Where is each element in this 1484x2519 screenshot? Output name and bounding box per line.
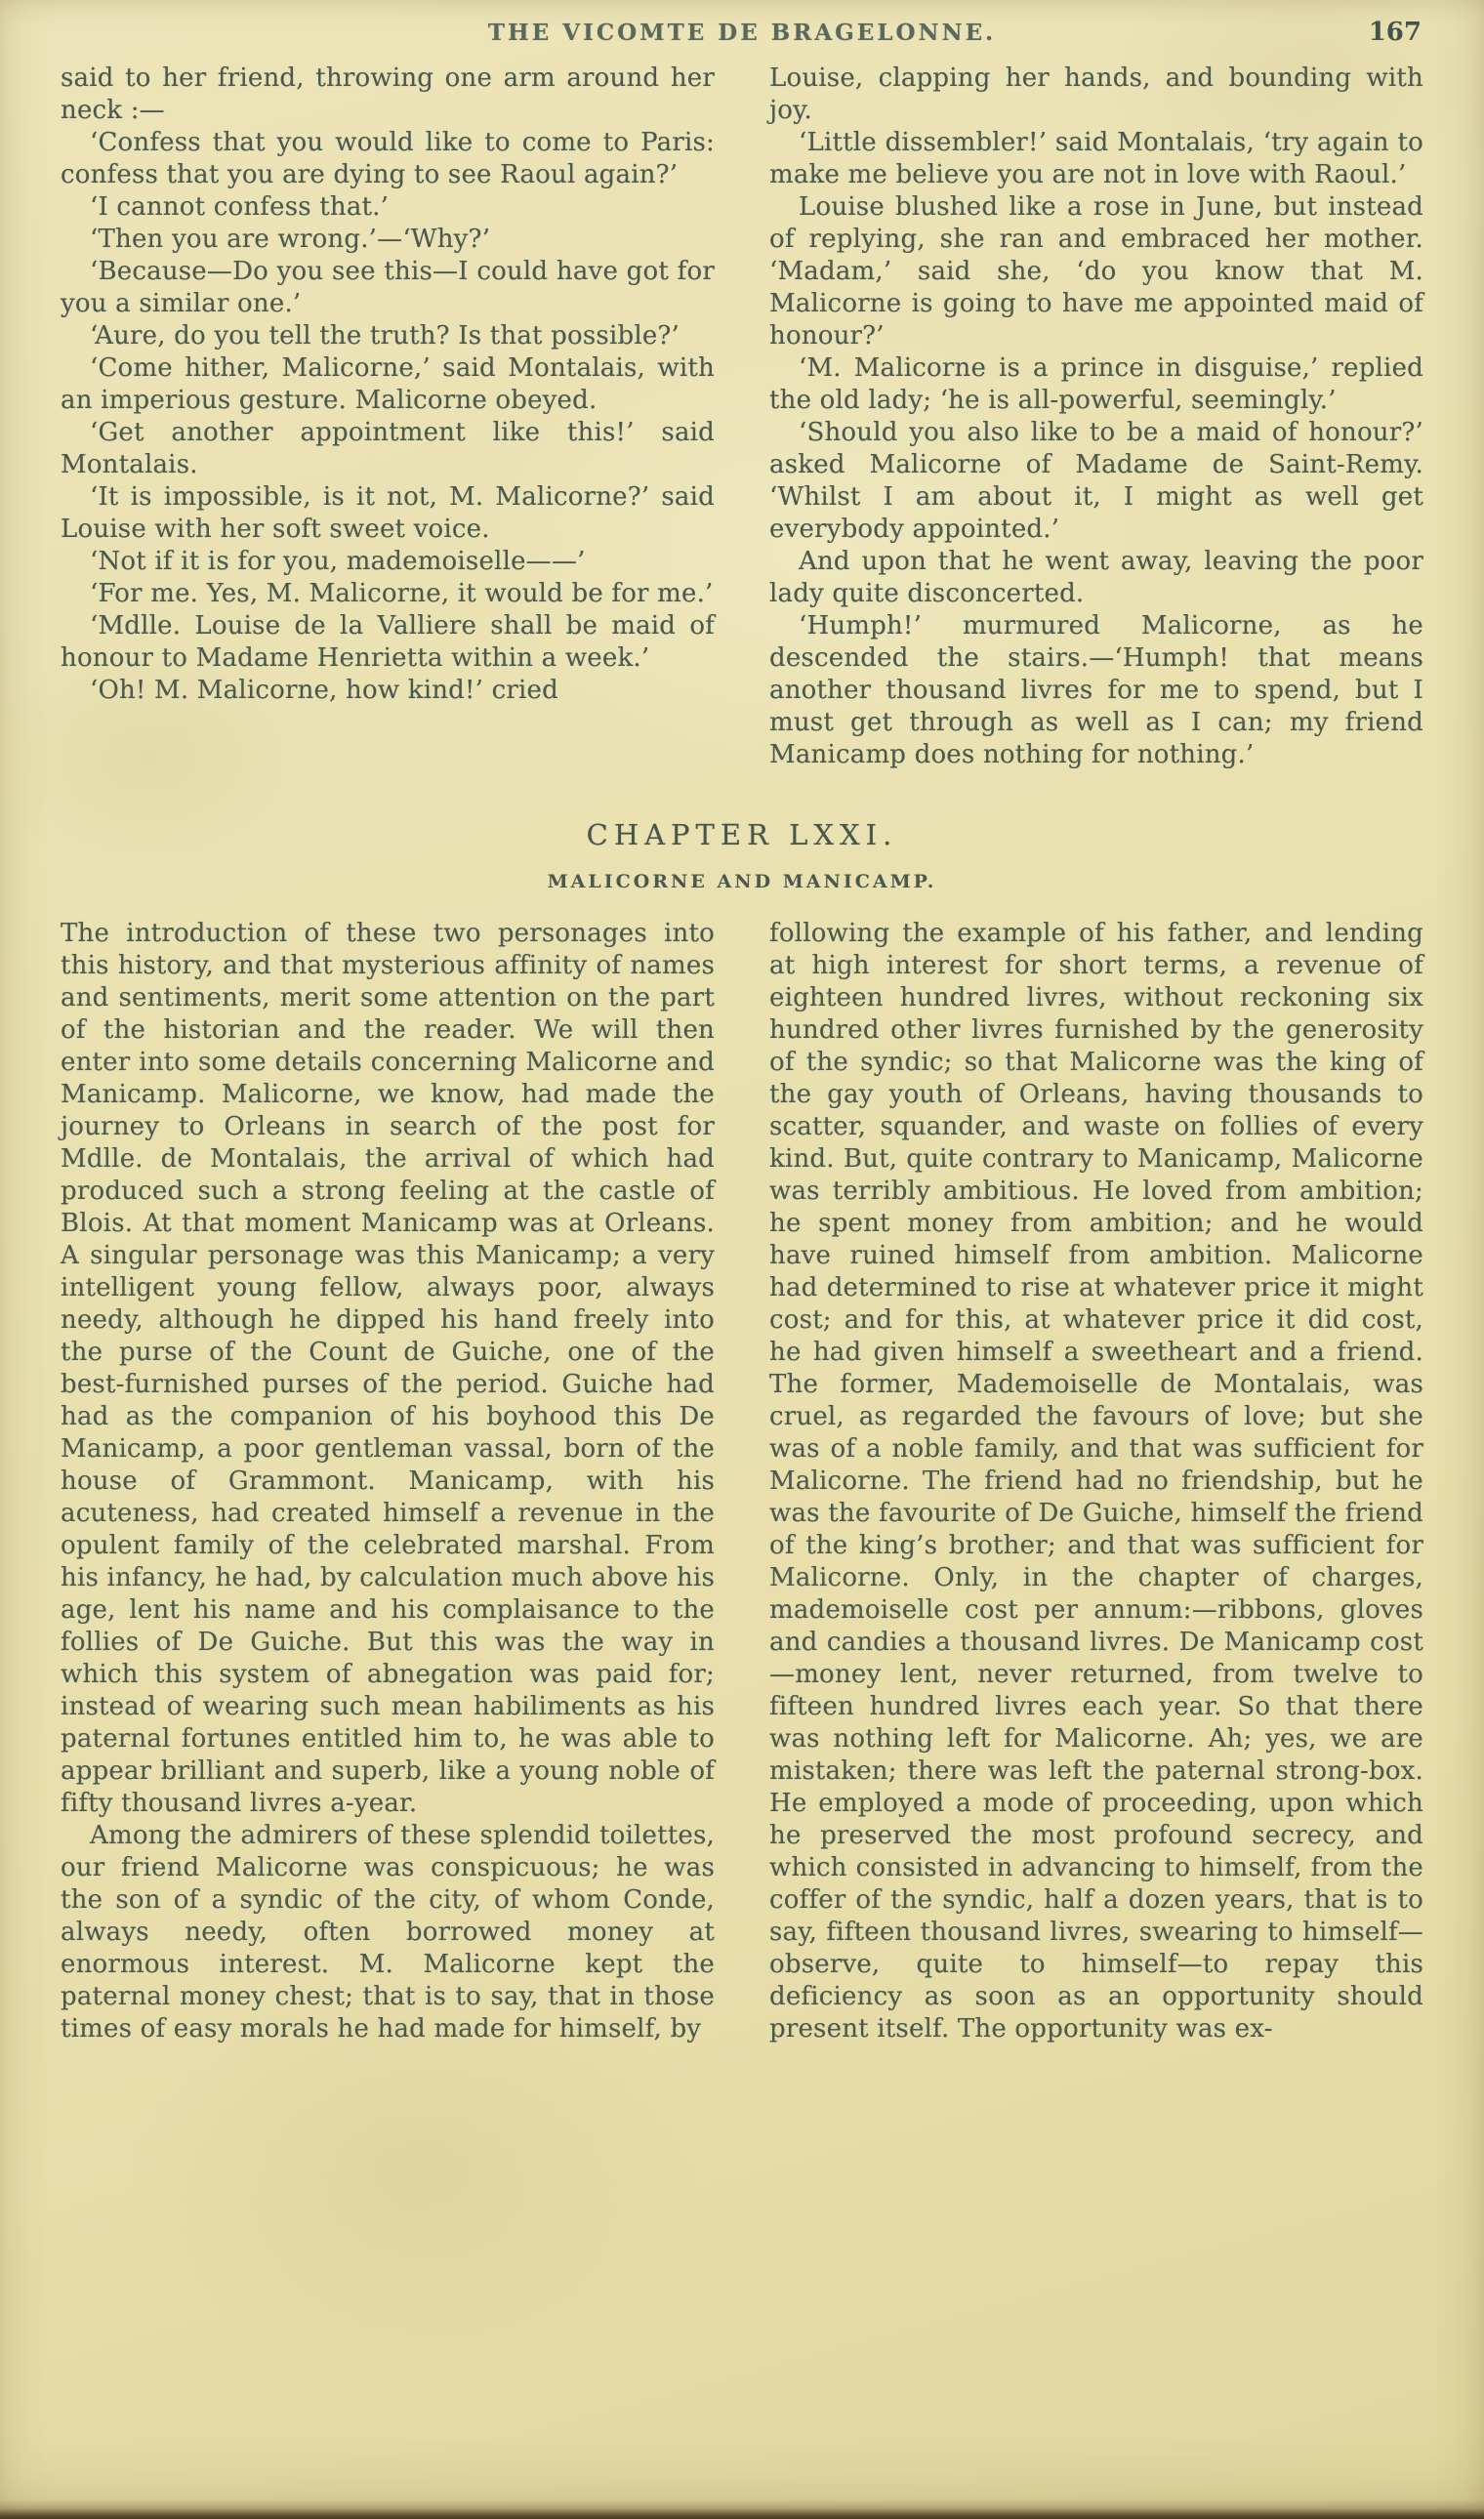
- chapter-heading: [61, 818, 1423, 892]
- page-header: [61, 18, 1423, 53]
- paragraph: ‘It is impossible, is it not, M. Malicorne?’ said Louise with her soft sweet voice.: [61, 482, 715, 544]
- paragraph: ‘M. Malicorne is a prince in disguise,’ replied the old lady; ‘he is all-powerful, seemingly.’: [769, 353, 1423, 415]
- paragraph: Louise blushed like a rose in June, but instead of replying, she ran and embraced her mother. ‘Madam,’ said she, ‘do you know that M. Malicorne is going to have me appointed maid of honour?’: [769, 192, 1423, 351]
- paragraph: ‘Come hither, Malicorne,’ said Montalais, with an imperious gesture. Malicorne obeyed.: [61, 353, 715, 415]
- dialogue-left-column: [61, 62, 715, 771]
- paragraph: ‘Because—Do you see this—I could have got for you a similar one.’: [61, 257, 715, 318]
- chapter-right-column: [769, 918, 1423, 2045]
- paragraph: And upon that he went away, leaving the poor lady quite disconcerted.: [769, 547, 1423, 608]
- dialogue-section: [61, 62, 1423, 771]
- chapter-text-section: [61, 918, 1423, 2045]
- paragraph: ‘Mdlle. Louise de la Valliere shall be maid of honour to Madame Henrietta within a week.’: [61, 611, 715, 673]
- paragraph: ‘Humph!’ murmured Malicorne, as he descended the stairs.—‘Humph! that means another thousand livres for me to spend, but I must get through as well as I can; my friend Manicamp does nothing for nothing.’: [769, 611, 1423, 769]
- paragraph: ‘Little dissembler!’ said Montalais, ‘try again to make me believe you are not in love with Raoul.’: [769, 128, 1423, 189]
- paragraph: ‘Confess that you would like to come to Paris: confess that you are dying to see Raoul again?’: [61, 128, 715, 189]
- paragraph: ‘Not if it is for you, mademoiselle——’: [90, 547, 586, 576]
- paragraph: ‘Should you also like to be a maid of honour?’ asked Malicorne of Madame de Saint-Remy. ‘Whilst I am about it, I might as well get everybody appointed.’: [769, 418, 1423, 544]
- paragraph: said to her friend, throwing one arm around her neck :—: [61, 63, 715, 125]
- running-title: THE VICOMTE DE BRAGELONNE.: [487, 20, 997, 46]
- paragraph: ‘For me. Yes, M. Malicorne, it would be for me.’: [90, 579, 714, 608]
- paragraph: following the example of his father, and lending at high interest for short terms, a revenue of eighteen hundred livres, without reckoning six hundred other livres furnished by the generosity of the syndic; so that Malicorne was the king of the gay youth of Orleans, having thousands to scatter, squander, and waste on follies of every kind. But, quite contrary to Manicamp, Malicorne was terribly ambitious. He loved from ambition; he spent money from ambition; and he would have ruined himself from ambition. Malicorne had determined to rise at whatever price it might cost; and for this, at whatever price it did cost, he had given himself a sweetheart and a friend. The former, Mademoiselle de Montalais, was cruel, as regarded the favours of love; but she was of a noble family, and that was sufficient for Malicorne. The friend had no friendship, but he was the favourite of De Guiche, himself the friend of the king’s brother; and that was sufficient for Malicorne. Only, in the chapter of charges, mademoiselle cost per annum:—ribbons, gloves and candies a thousand livres. De Manicamp cost—money lent, never returned, from twelve to fifteen hundred livres each year. So that there was nothing left for Malicorne. Ah; yes, we are mistaken; there was left the paternal strong-box. He employed a mode of proceeding, upon which he preserved the most profound secrecy, and which consisted in advancing to himself, from the coffer of the syndic, half a dozen years, that is to say, fifteen thousand livres, swearing to himself—observe, quite to himself—to repay this deficiency as soon as an opportunity should present itself. The opportunity was ex-: [769, 919, 1423, 2044]
- page-edge-shadow: [0, 2499, 1484, 2519]
- paragraph: The introduction of these two personages into this history, and that mysterious affinity of names and sentiments, merit some attention on the part of the historian and the reader. We will then enter into some details concerning Malicorne and Manicamp. Malicorne, we know, had made the journey to Orleans in search of the post for Mdlle. de Montalais, the arrival of which had produced such a strong feeling at the castle of Blois. At that moment Manicamp was at Orleans. A singular personage was this Manicamp; a very intelligent young fellow, always poor, always needy, although he dipped his hand freely into the purse of the Count de Guiche, one of the best-furnished purses of the period. Guiche had had as the companion of his boyhood this De Manicamp, a poor gentleman vassal, born of the house of Grammont. Manicamp, with his acuteness, had created himself a revenue in the opulent family of the celebrated marshal. From his infancy, he had, by calculation much above his age, lent his name and his complaisance to the follies of De Guiche. But this was the way in which this system of abnegation was paid for; instead of wearing such mean habiliments as his paternal fortunes entitled him to, he was able to appear brilliant and superb, like a young noble of fifty thousand livres a-year.: [61, 919, 715, 1818]
- paragraph: ‘Aure, do you tell the truth? Is that possible?’: [90, 321, 680, 351]
- paragraph: ‘Oh! M. Malicorne, how kind!’ cried: [90, 676, 558, 705]
- dialogue-right-column: [769, 62, 1423, 771]
- paragraph: ‘Get another appointment like this!’ said Montalais.: [61, 418, 715, 479]
- paragraph: Louise, clapping her hands, and bounding with joy.: [769, 63, 1423, 125]
- page-number: 167: [1368, 18, 1422, 47]
- paragraph: ‘Then you are wrong.’—‘Why?’: [90, 225, 491, 254]
- chapter-subtitle: MALICORNE AND MANICAMP.: [547, 871, 937, 892]
- chapter-title: CHAPTER LXXI.: [586, 818, 898, 851]
- chapter-left-column: [61, 918, 715, 2045]
- paragraph: Among the admirers of these splendid toilettes, our friend Malicorne was conspicuous; he was the son of a syndic of the city, of whom Conde, always needy, often borrowed money at enormous interest. M. Malicorne kept the paternal money chest; that is to say, that in those times of easy morals he had made for himself, by: [61, 1821, 715, 2044]
- paragraph: ‘I cannot confess that.’: [90, 192, 390, 222]
